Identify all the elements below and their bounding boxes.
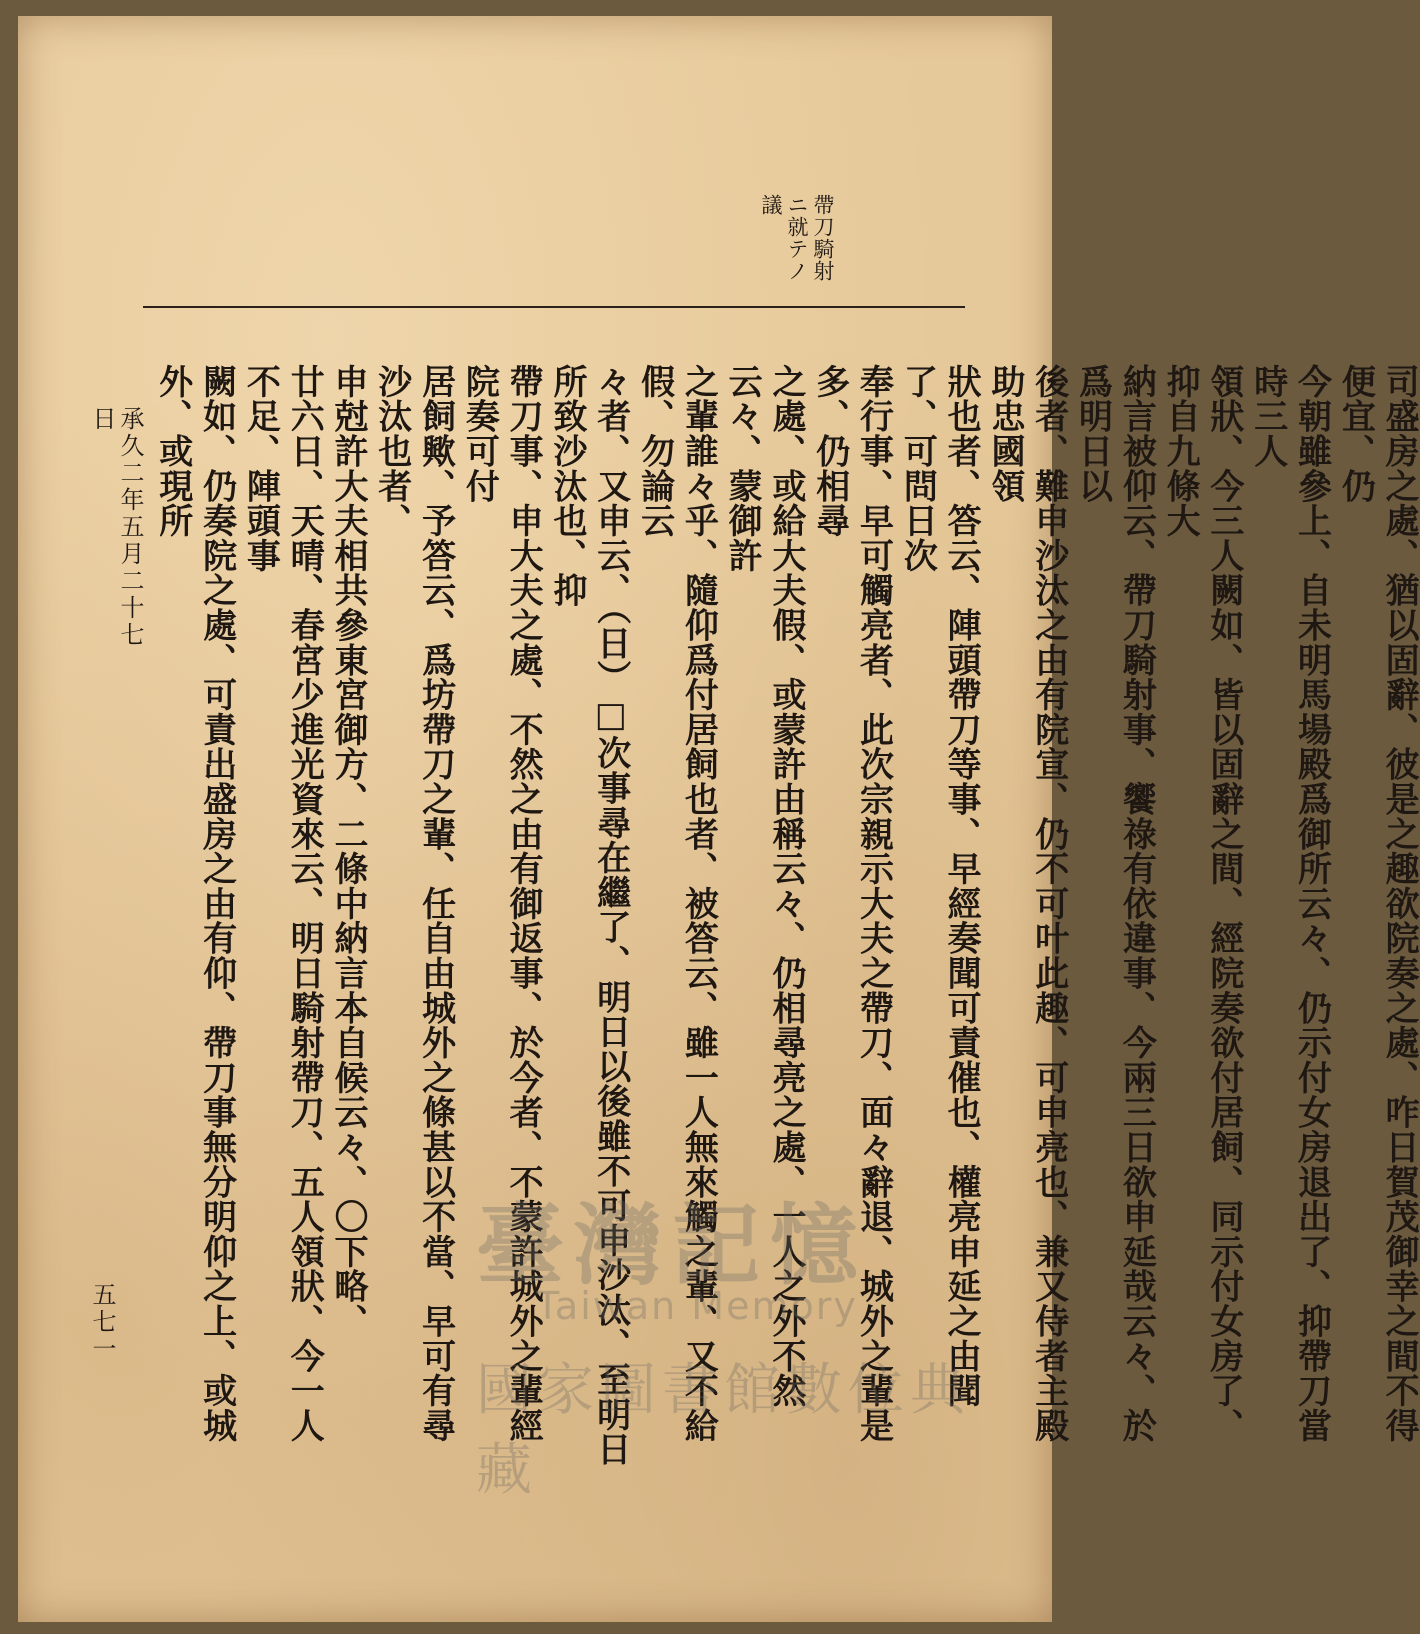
body-text	[150, 364, 1420, 1474]
watermark-english: Taiwan Memory	[536, 1284, 858, 1328]
document-page	[18, 16, 1420, 1622]
header-line-1: 帶刀騎射	[811, 194, 835, 282]
header-line-2: ニ就テノ	[785, 194, 809, 282]
body-column: 奉行事、早可觸亮者、此次宗親示大夫之帶刀、面々辭退、城外之輩是多、仍相尋	[809, 364, 894, 1443]
body-column: 々者、又申云、（日）□次事尋在繼了、明日以後雖不可申沙汰、至明日所致沙汰也、抑	[546, 364, 631, 1467]
page-number: 五七一	[88, 1282, 116, 1363]
body-column: 居飼歟、予答云、爲坊帶刀之輩、任自由城外之條甚以不當、早可有尋沙汰也者、	[371, 364, 456, 1443]
body-column: 領狀、今三人闕如、皆以固辭之間、經院奏欲付居飼、同示付女房了、抑自九條大	[1160, 364, 1244, 1443]
body-column: 廿六日、天晴、春宮少進光資來云、明日騎射帶刀、五人領狀、今一人不足、陣頭事	[240, 364, 325, 1443]
header-divider	[143, 306, 965, 308]
body-column: 今朝雖參上、自未明馬場殿爲御所云々、仍示付女房退出了、抑帶刀當時三人	[1247, 364, 1332, 1443]
body-column: 狀也者、答云、陣頭帶刀等事、早經奏聞可責催也、權亮申延之由聞了、可問日次	[897, 364, 982, 1408]
watermark-subtitle: 國家圖書館數位典藏	[476, 1358, 972, 1503]
body-column: 納言被仰云、帶刀騎射事、饗祿有依違事、今兩三日欲申延哉云々、於爲明日以	[1072, 364, 1157, 1443]
body-column: 司盛房之處、猶以固辭、彼是之趣欲院奏之處、咋日賀茂御幸之間不得便宜、仍	[1335, 364, 1420, 1443]
running-date: 承久二年五月二十七日	[88, 406, 144, 649]
watermark-chinese: 臺灣記憶	[476, 1193, 869, 1297]
body-column: 闕如、仍奏院之處、可責出盛房之由有仰、帶刀事無分明仰之上、或城外、或現所	[152, 364, 237, 1443]
body-column: 之輩誰々乎、隨仰爲付居飼也者、被答云、雖一人無來觸之輩、又不給假、勿論云	[634, 364, 719, 1443]
body-column: 帶刀事、申大夫之處、不然之由有御返事、於今者、不蒙許城外之輩經院奏可付	[459, 364, 544, 1443]
header-note	[758, 194, 836, 304]
body-column: 之處、或給大夫假、或蒙許由稱云々、仍相尋亮之處、一人之外不然云々、蒙御許	[722, 364, 806, 1408]
body-column: 後者、難申沙汰之由有院宣、仍不可叶此趣、可申亮也、兼又侍者主殿助忠國領	[984, 364, 1069, 1443]
body-column: 申尅許大夫相共參東宮御方、二條中納言本自候云々、〇下略、	[327, 364, 368, 1339]
header-line-3: 議	[759, 194, 783, 216]
